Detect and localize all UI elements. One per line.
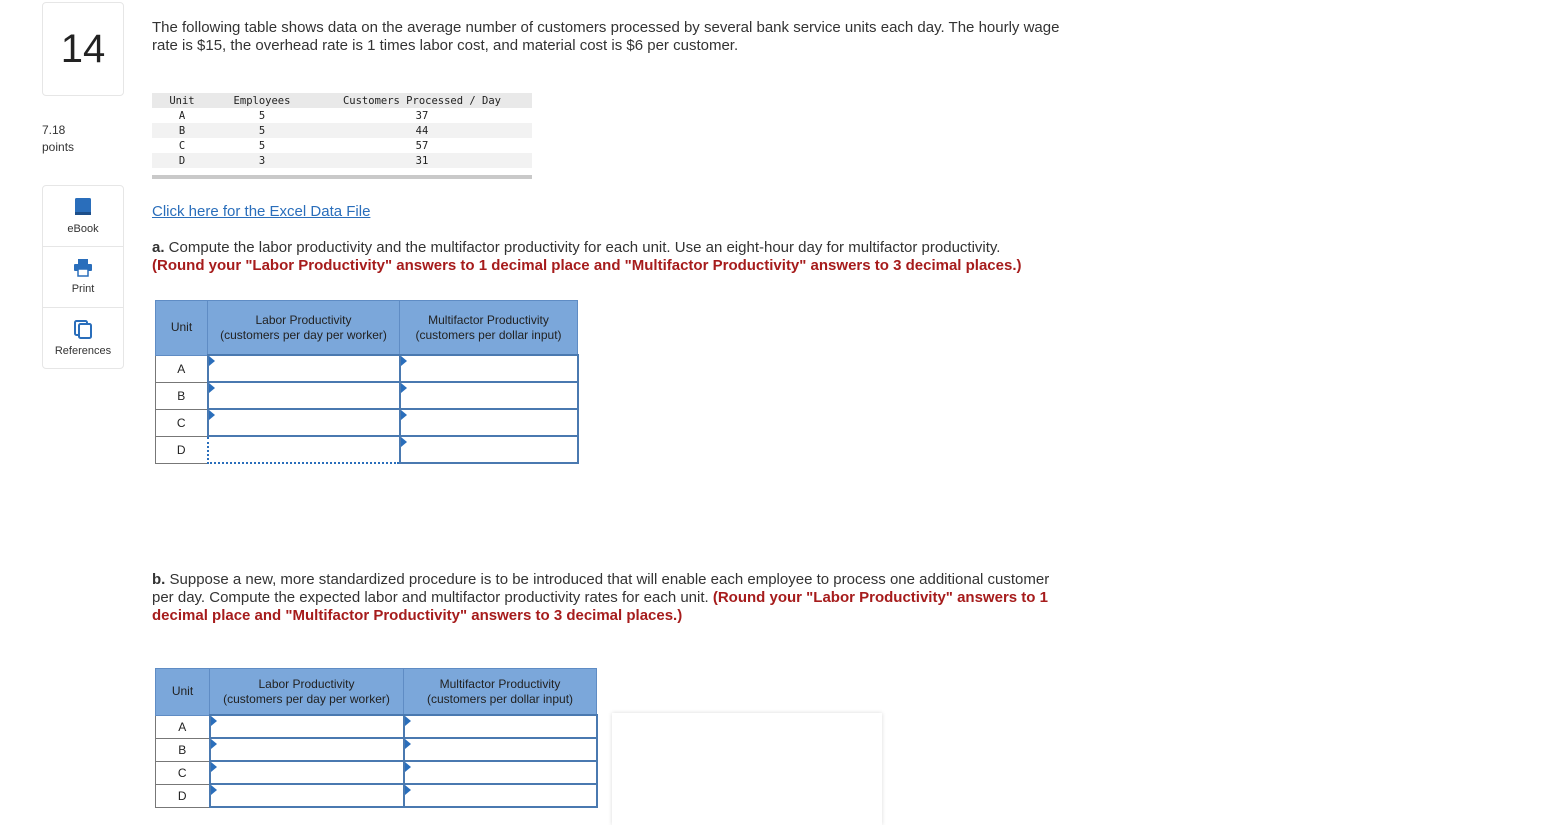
part-b-label: b. xyxy=(152,571,166,588)
col-labor-productivity xyxy=(208,301,400,356)
labor-input-cell[interactable] xyxy=(210,715,404,738)
cell-unit: A xyxy=(178,109,186,122)
references-button[interactable] xyxy=(43,308,123,368)
col-labor-subtitle: (customers per day per worker) xyxy=(223,691,390,706)
multifactor-productivity-input[interactable] xyxy=(405,716,596,737)
documents-icon xyxy=(73,319,93,339)
part-b-text: Suppose a new, more standardized procedure is to be introduced that will enable each employee to process one additional customer per day. Compute the expected labor and multifactor productivity rates for each unit. xyxy=(152,571,1050,606)
col-multifactor-productivity xyxy=(400,301,578,356)
multi-input-cell[interactable] xyxy=(404,761,597,784)
table-row xyxy=(152,108,532,123)
multifactor-productivity-input[interactable] xyxy=(401,437,577,462)
multi-input-cell[interactable] xyxy=(404,715,597,738)
ebook-button[interactable] xyxy=(43,186,123,247)
cell-customers: 44 xyxy=(312,123,532,138)
col-multi-subtitle: (customers per dollar input) xyxy=(415,327,562,342)
row-unit-label: B xyxy=(156,738,210,761)
points-value: 7.18 xyxy=(42,123,66,137)
col-unit: Unit xyxy=(156,669,210,716)
labor-productivity-input[interactable] xyxy=(209,356,399,381)
col-multi-title: Multifactor Productivity xyxy=(428,312,549,327)
table-row xyxy=(156,761,597,784)
multifactor-productivity-input[interactable] xyxy=(405,739,596,760)
multifactor-productivity-input[interactable] xyxy=(401,410,577,435)
multi-input-cell[interactable] xyxy=(400,382,578,409)
row-unit-label: A xyxy=(156,355,208,382)
table-row xyxy=(156,436,578,463)
table-row xyxy=(152,123,532,138)
references-label: References xyxy=(54,345,112,357)
labor-productivity-input[interactable] xyxy=(209,410,399,435)
table-row xyxy=(156,738,597,761)
cell-customers: 31 xyxy=(312,153,532,168)
part-a-text: Compute the labor productivity and the multifactor productivity for each unit. Use an eight-hour day for multifactor productivity. xyxy=(164,239,1001,256)
header-customers: Customers Processed / Day xyxy=(312,93,532,108)
cell-unit: B xyxy=(152,123,212,138)
part-b-instruction: (Round your "Labor Productivity" answers to 1 decimal place and "Multifactor Productivity" answers to 3 decimal places.) xyxy=(152,589,1048,624)
table-row xyxy=(152,153,532,168)
data-table xyxy=(152,93,532,168)
row-unit-label: A xyxy=(156,715,210,738)
answer-table-b xyxy=(155,668,598,808)
row-unit-label: C xyxy=(156,761,210,784)
table-row xyxy=(156,784,597,807)
labor-productivity-input[interactable] xyxy=(211,739,403,760)
table-bottom-rule xyxy=(152,175,532,179)
labor-productivity-input[interactable] xyxy=(211,785,403,806)
question-intro: The following table shows data on the average number of customers processed by several bank service units each day. The hourly wage rate is $15, the overhead rate is 1 times labor cost, and material cost is $6 per customer. xyxy=(152,19,1060,54)
labor-input-cell[interactable] xyxy=(208,409,400,436)
row-unit-label: C xyxy=(156,409,208,436)
table-row xyxy=(156,355,578,382)
col-labor-productivity xyxy=(210,669,404,716)
table-row xyxy=(156,382,578,409)
table-row xyxy=(152,138,532,153)
cell-employees: 5 xyxy=(258,109,266,122)
multifactor-productivity-input[interactable] xyxy=(401,356,577,381)
row-unit-label: D xyxy=(156,784,210,807)
multifactor-productivity-input[interactable] xyxy=(405,762,596,783)
multi-input-cell[interactable] xyxy=(404,784,597,807)
labor-productivity-input[interactable] xyxy=(211,762,403,783)
labor-input-cell-focused[interactable] xyxy=(208,436,400,463)
side-tools-panel xyxy=(42,185,124,369)
part-a-label: a. xyxy=(152,239,165,256)
question-number: 14 xyxy=(42,2,124,96)
labor-input-cell[interactable] xyxy=(208,355,400,382)
multi-input-cell[interactable] xyxy=(400,409,578,436)
multi-input-cell[interactable] xyxy=(404,738,597,761)
cell-employees: 5 xyxy=(258,139,266,152)
multi-input-cell[interactable] xyxy=(400,355,578,382)
printer-icon xyxy=(73,259,93,277)
labor-productivity-input[interactable] xyxy=(211,716,403,737)
col-multifactor-productivity xyxy=(404,669,597,716)
cell-employees: 3 xyxy=(212,153,312,168)
points-display xyxy=(42,122,74,156)
excel-data-link[interactable]: Click here for the Excel Data File xyxy=(152,203,371,220)
table-row xyxy=(156,409,578,436)
multi-input-cell[interactable] xyxy=(400,436,578,463)
header-unit: Unit xyxy=(152,93,212,108)
row-unit-label: D xyxy=(156,436,208,463)
labor-input-cell[interactable] xyxy=(210,761,404,784)
multifactor-productivity-input[interactable] xyxy=(401,383,577,408)
cell-employees: 5 xyxy=(212,123,312,138)
labor-productivity-input[interactable] xyxy=(209,383,399,408)
labor-input-cell[interactable] xyxy=(208,382,400,409)
col-labor-title: Labor Productivity xyxy=(258,676,355,691)
book-icon xyxy=(73,197,93,217)
labor-input-cell[interactable] xyxy=(210,738,404,761)
points-label: points xyxy=(42,140,75,154)
col-multi-title: Multifactor Productivity xyxy=(439,676,561,691)
labor-productivity-input[interactable] xyxy=(209,437,399,462)
print-button[interactable] xyxy=(43,247,123,308)
blank-overlay-panel xyxy=(612,713,882,825)
part-b-prompt xyxy=(152,571,1062,625)
col-unit: Unit xyxy=(156,301,208,356)
print-label: Print xyxy=(71,283,95,295)
ebook-label: eBook xyxy=(67,223,99,235)
part-a-prompt xyxy=(152,239,1082,275)
header-employees: Employees xyxy=(212,93,312,108)
row-unit-label: B xyxy=(156,382,208,409)
part-a-instruction: (Round your "Labor Productivity" answers to 1 decimal place and "Multifactor Productivity" answers to 3 decimal places.) xyxy=(152,257,1022,274)
col-multi-subtitle: (customers per dollar input) xyxy=(426,691,574,706)
cell-unit: C xyxy=(178,139,186,152)
cell-unit: D xyxy=(152,153,212,168)
multifactor-productivity-input[interactable] xyxy=(405,785,596,806)
answer-table-a xyxy=(155,300,579,464)
col-labor-subtitle: (customers per day per worker) xyxy=(220,327,387,342)
cell-customers: 57 xyxy=(415,139,429,152)
table-row xyxy=(156,715,597,738)
labor-input-cell[interactable] xyxy=(210,784,404,807)
col-labor-title: Labor Productivity xyxy=(255,312,352,327)
cell-customers: 37 xyxy=(415,109,429,122)
